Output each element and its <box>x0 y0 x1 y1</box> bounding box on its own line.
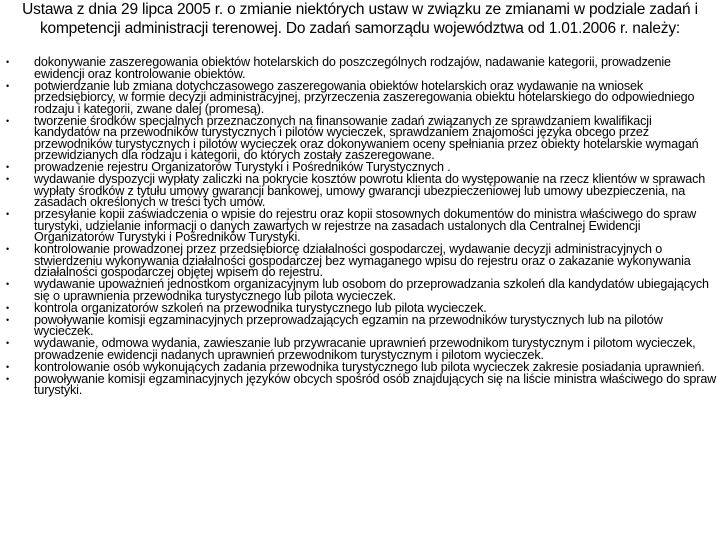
list-item-text: wydawanie, odmowa wydania, zawieszanie lub przywracanie uprawnień przewodnikom turystycznym i pilotom wycieczek, prowadzenie ewidencji nadanych uprawnień przewodnikom turystycznym i pilotom wycieczek. <box>34 336 696 362</box>
bullet-icon: • <box>6 361 10 372</box>
list-item-text: kontrolowanie osób wykonujących zadania przewodnika turystycznego lub pilota wycieczek zakresie posiadania uprawnień. <box>34 359 705 374</box>
list-item-text: kontrolowanie prowadzonej przez przedsiębiorcę działalności gospodarczej, wydawanie decyzji administracyjnych o stwierdzeniu wykonywania działalności gospodarczej bez wymaganego wpisu do rejestru oraz o zakazanie wykonywania działalności gospodarczej objętej wpisem do rejestru. <box>34 242 691 279</box>
list-item <box>6 78 718 116</box>
bullet-icon: • <box>6 302 10 313</box>
list-item <box>6 371 718 397</box>
list-item-text: potwierdzanie lub zmiana dotychczasowego zaszeregowania obiektów hotelarskich oraz wydawanie na wniosek przedsiębiorcy, w formie decyzji administracyjnej, przyrzeczenia zaszeregowania obiektu hotelarskiego do odpowiedniego rodzaju i kategorii, zwane dalej (promesą). <box>34 78 695 116</box>
list-item-text: powoływanie komisji egzaminacyjnych języków obcych spośród osób znajdujących się na liście ministra właściwego do spraw turystyki. <box>34 371 717 397</box>
bullet-icon: • <box>6 162 10 172</box>
list-item-text: dokonywanie zaszeregowania obiektów hotelarskich do poszczególnych rodzajów, nadawanie kategorii, prowadzenie ewidencji oraz kontrolowanie obiektów. <box>34 55 671 81</box>
list-item <box>6 338 718 361</box>
list-item <box>6 279 718 302</box>
bullet-icon: • <box>6 338 10 348</box>
list-item-text: tworzenie środków specjalnych przeznaczonych na finansowanie zadań związanych ze sprawdzaniem kwalifikacji kandydatów na przewodników turystycznych i pilotów wycieczek, sprawdzaniem znajomości języka obcego przez przewodników turystycznych i pilotów wycieczek oraz dokonywaniem oceny spełniania przez obiekty hotelarskie wymagań przewidzianych dla rodzaju i kategorii, do których zostały zaszeregowane. <box>34 113 699 162</box>
list-item <box>6 174 718 209</box>
bullet-icon: • <box>6 279 10 289</box>
bullet-list <box>6 57 718 397</box>
bullet-icon: • <box>6 209 10 219</box>
list-item-text: przesyłanie kopii zaświadczenia o wpisie do rejestru oraz kopii stosownych dokumentów do ministra właściwego do spraw turystyki, udzielanie informacji o danych zawartych w rejestrze na zasadach ustalonych dla Centralnej Ewidencji Organizatorów Turystyki i Pośredników Turystyki. <box>34 207 697 244</box>
list-item <box>6 312 718 338</box>
list-item-text: prowadzenie rejestru Organizatorów Turystyki i Pośredników Turystycznych . <box>34 160 451 174</box>
list-item-text: kontrola organizatorów szkoleń na przewodnika turystycznego lub pilota wycieczek. <box>34 300 487 315</box>
bullet-icon: • <box>6 115 10 126</box>
list-item <box>6 113 718 162</box>
bullet-icon: • <box>6 80 10 91</box>
list-item-text: wydawanie dyspozycji wypłaty zaliczki na pokrycie kosztów powrotu klienta do występowanie na rzecz klientów w sprawach wypłaty środków z tytułu umowy gwarancji bankowej, umowy gwarancji ubezpieczeniowej lub umowy ubezpieczenia, na zasadach określonych w treści tych umów. <box>34 172 706 209</box>
bullet-icon: • <box>6 174 10 184</box>
bullet-icon: • <box>6 314 10 325</box>
list-item <box>6 57 718 80</box>
list-item-text: powoływanie komisji egzaminacyjnych przeprowadzających egzamin na przewodników turystycznych lub na pilotów wycieczek. <box>34 312 663 338</box>
bullet-icon: • <box>6 244 10 254</box>
list-item <box>6 209 718 244</box>
list-item <box>6 244 718 279</box>
list-item-text: wydawanie upoważnień jednostkom organizacyjnym lub osobom do przeprowadzania szkoleń dla kandydatów ubiegających się o uprawnienia przewodnika turystycznego lub pilota wycieczek. <box>34 277 709 303</box>
bullet-icon: • <box>6 373 10 384</box>
slide-title: Ustawa z dnia 29 lipca 2005 r. o zmianie niektórych ustaw w związku ze zmianami w podziale zadań i kompetencji administracji terenowej. Do zadań samorządu województwa od 1.01.2006 r. należy: <box>22 1 698 37</box>
bullet-icon: • <box>6 57 10 67</box>
